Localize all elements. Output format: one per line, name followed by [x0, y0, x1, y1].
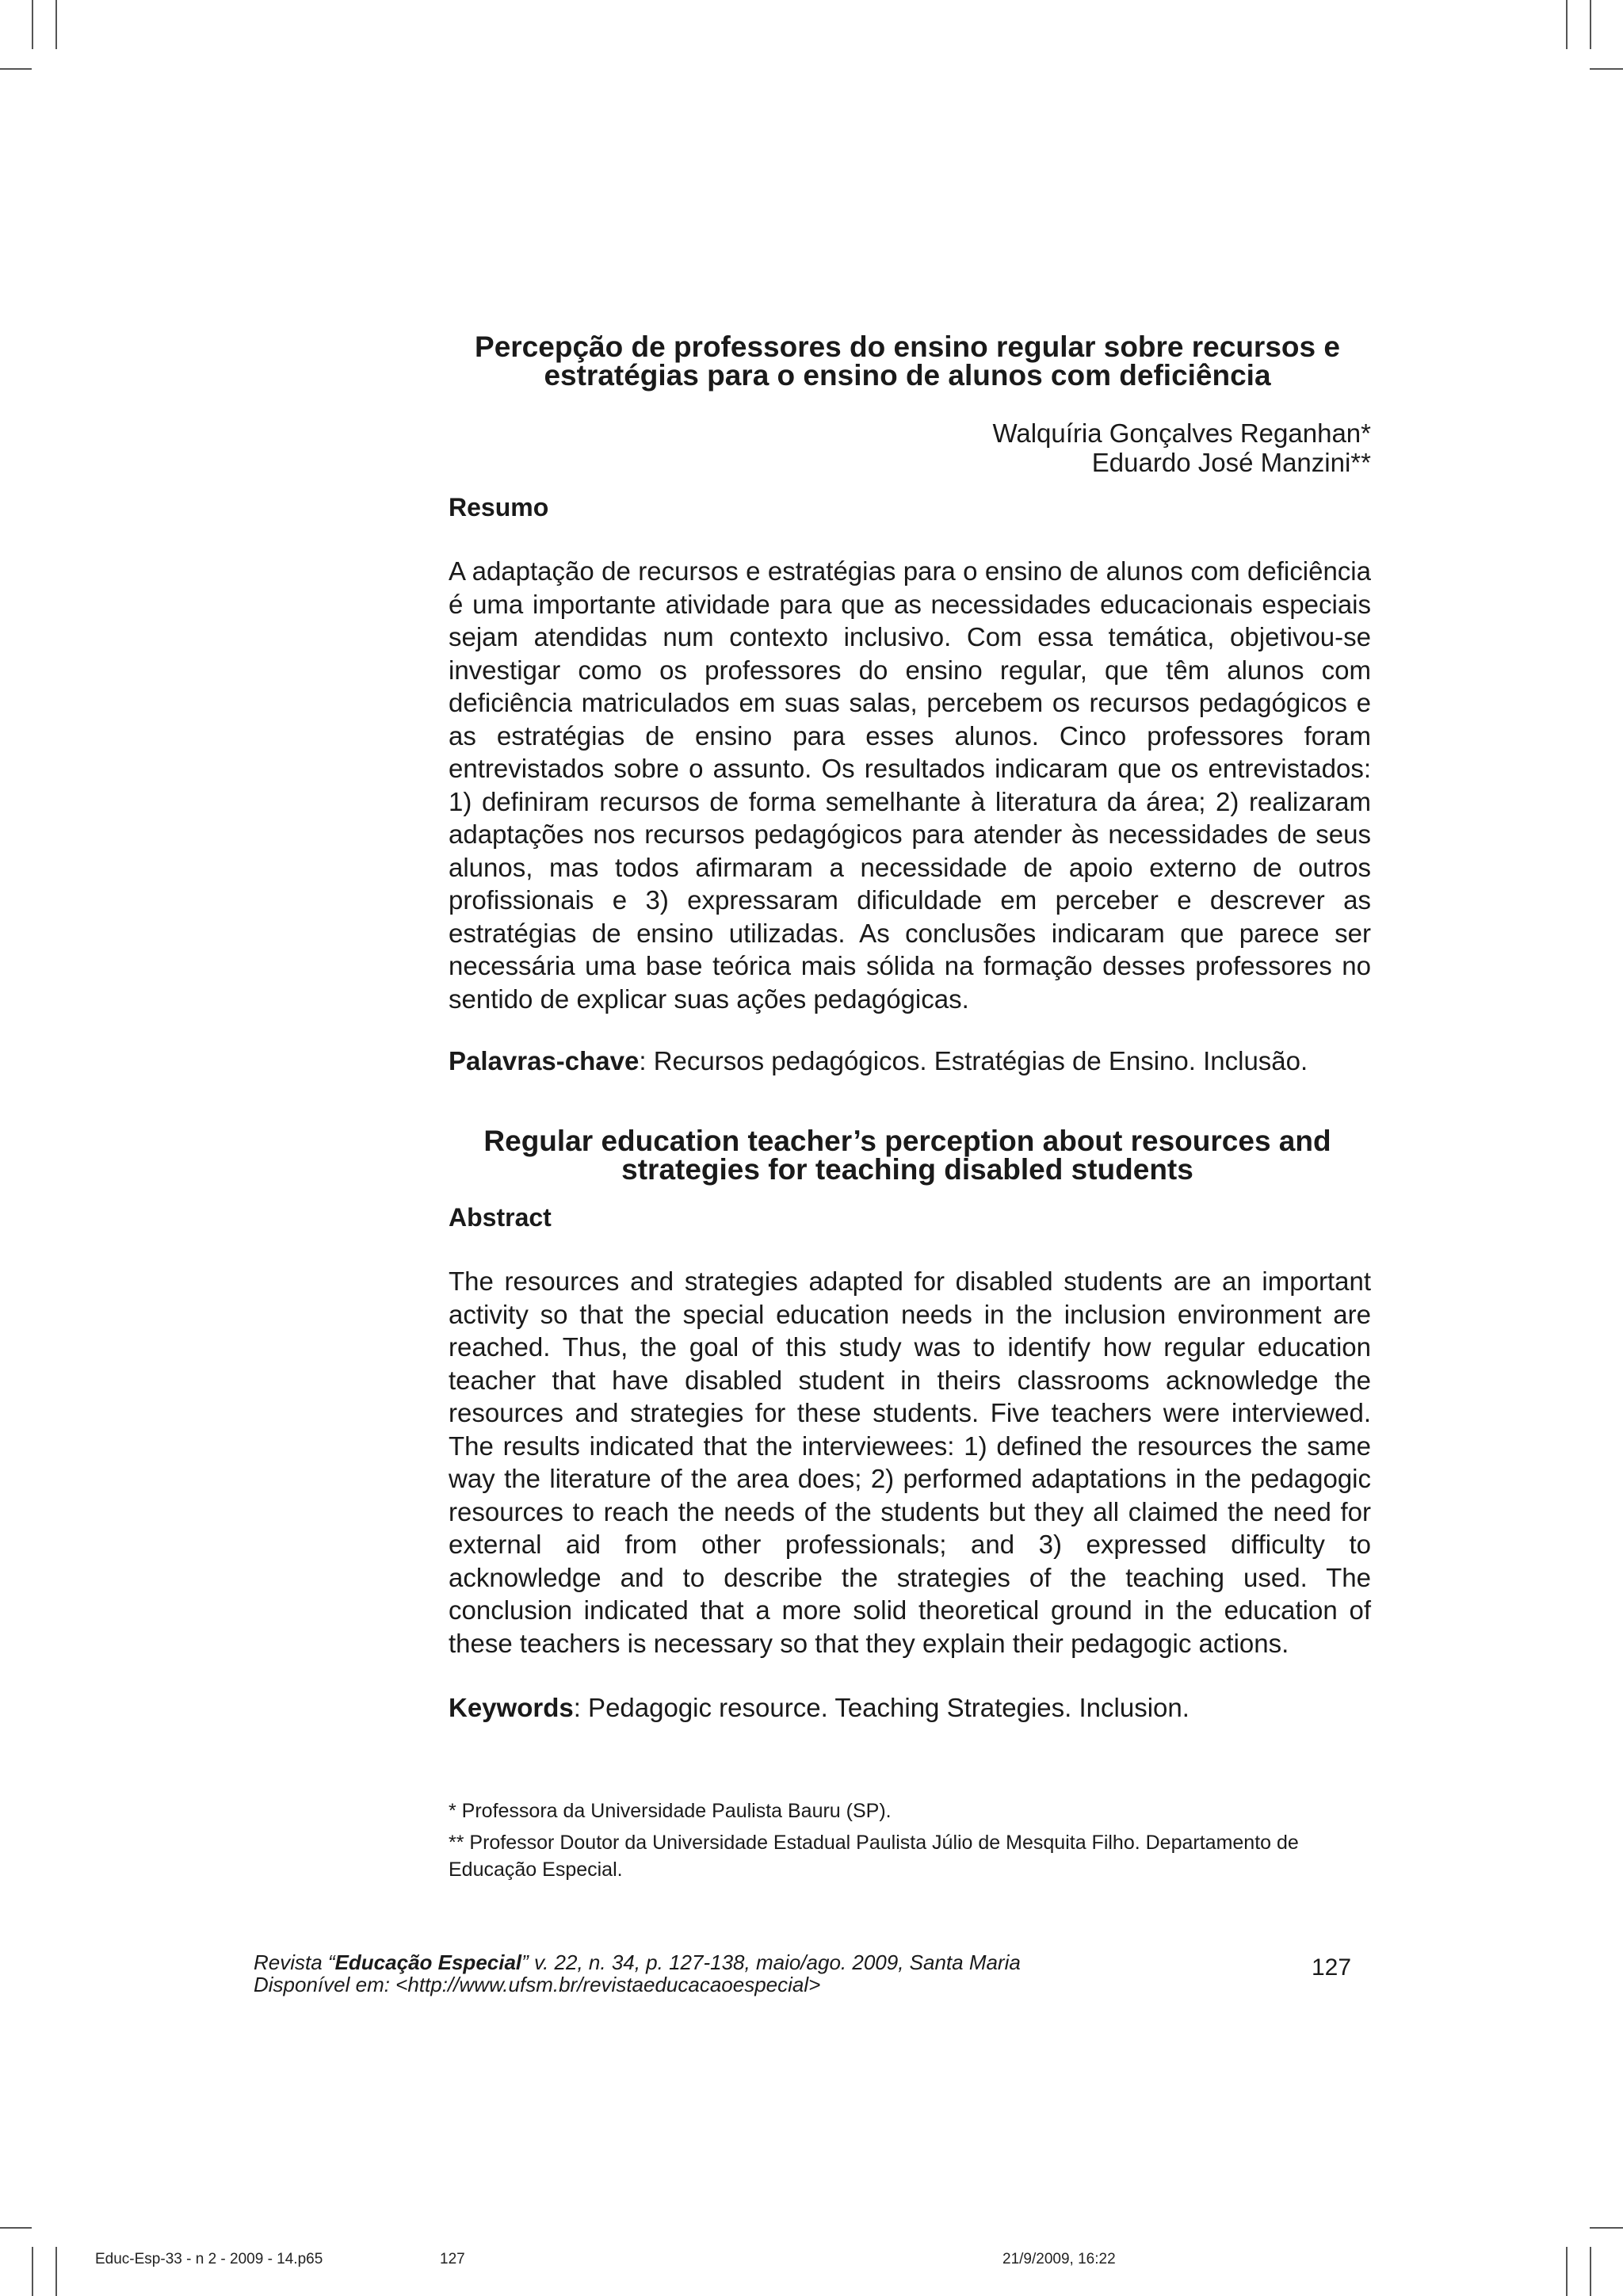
author-1: Walquíria Gonçalves Reganhan* [992, 418, 1371, 448]
resumo-body: A adaptação de recursos e estratégias para o ensino de alunos com deficiência é uma importante atividade para que as necessidades educacionais especiais sejam atendidas num contexto inclusivo. Com essa temática, objetivou-se investigar como os professores do ensino regular, que têm alunos com deficiência matriculados em suas salas, percebem os recursos pedagógicos e as estratégias de ensino para esses alunos. Cinco professores foram entrevistados sobre o assunto. Os resultados indicaram que os entrevistados: 1) definiram recursos de forma semelhante à literatura da área; 2) realizaram adaptações nos recursos pedagógicos para atender às necessidades de seus alunos, mas todos afirmaram a necessidade de apoio externo de outros profissionais e 3) expressaram dificuldade em perceber e descrever as estratégias de ensino utilizadas. As conclusões indicaram que parece ser necessária uma base teórica mais sólida na formação desses professores no sentido de explicar suas ações pedagógicas. [449, 556, 1371, 1014]
title-pt-line2: estratégias para o ensino de alunos com deficiência [544, 359, 1271, 392]
crop-mark [1590, 0, 1591, 49]
keywords-label-pt: Palavras-chave [449, 1046, 640, 1075]
journal-name: Educação Especial [334, 1950, 522, 1974]
citation-suffix: ” v. 22, n. 34, p. 127-138, maio/ago. 2009, Santa Maria [521, 1950, 1021, 1974]
resumo-heading: Resumo [449, 493, 549, 521]
abstract-keywords [449, 1693, 1371, 1723]
keywords-text-pt: : Recursos pedagógicos. Estratégias de Ensino. Inclusão. [639, 1046, 1308, 1075]
crop-mark [0, 2227, 32, 2229]
page-number: 127 [1312, 1954, 1352, 1981]
crop-mark [0, 68, 32, 70]
title-en-line1: Regular education teacher’s perception about resources and [483, 1125, 1331, 1157]
crop-mark [1590, 68, 1623, 70]
crop-mark [1590, 2247, 1591, 2296]
crop-mark [32, 0, 33, 49]
footnotes [449, 1797, 1371, 1888]
journal-citation [254, 1951, 1021, 1996]
article-title-en [444, 1127, 1371, 1184]
slug-date: 21/9/2009, 16:22 [1002, 2251, 1116, 2267]
article-title-pt [444, 330, 1371, 392]
authors [992, 418, 1371, 477]
citation-line1 [254, 1951, 1021, 1973]
slug-file: Educ-Esp-33 - n 2 - 2009 - 14.p65 [95, 2251, 323, 2267]
crop-mark [55, 2247, 57, 2296]
crop-mark [32, 2247, 33, 2296]
abstract-body: The resources and strategies adapted for disabled students are an important activity so that the special education needs in the inclusion environment are reached. Thus, the goal of this study was to identify how regular education teacher that have disabled student in theirs classrooms acknowledge the resources and strategies for these students. Five teachers were interviewed. The results indicated that the interviewees: 1) defined the resources the same way the literature of the area does; 2) performed adaptations in the pedagogic resources to reach the needs of the students but they all claimed the need for external aid from other professionals; and 3) expressed difficulty to acknowledge and to describe the strategies of the teaching used. The conclusion indicated that a more solid theoretical ground in the education of these teachers is necessary so that they explain their pedagogic actions. [449, 1266, 1371, 1658]
keywords-text-en: : Pedagogic resource. Teaching Strategies. Inclusion. [573, 1693, 1190, 1722]
crop-mark [1566, 2247, 1568, 2296]
citation-line2: Disponível em: <http://www.ufsm.br/revistaeducacaoespecial> [254, 1973, 821, 1996]
title-pt-line1: Percepção de professores do ensino regular sobre recursos e [475, 330, 1340, 363]
keywords-label-en: Keywords [449, 1693, 574, 1722]
crop-mark [55, 0, 57, 49]
footnote-1: * Professora da Universidade Paulista Bauru (SP). [449, 1800, 892, 1822]
slug-page: 127 [440, 2251, 465, 2267]
title-en-line2: strategies for teaching disabled students [621, 1153, 1193, 1186]
author-2: Eduardo José Manzini** [1091, 448, 1371, 477]
resumo-keywords [449, 1046, 1371, 1076]
abstract-heading: Abstract [449, 1203, 552, 1232]
crop-mark [1590, 2227, 1623, 2229]
crop-mark [1566, 0, 1568, 49]
citation-prefix: Revista “ [254, 1950, 335, 1974]
footnote-2: ** Professor Doutor da Universidade Estadual Paulista Júlio de Mesquita Filho. Departamento de Educação Especial. [449, 1832, 1299, 1881]
